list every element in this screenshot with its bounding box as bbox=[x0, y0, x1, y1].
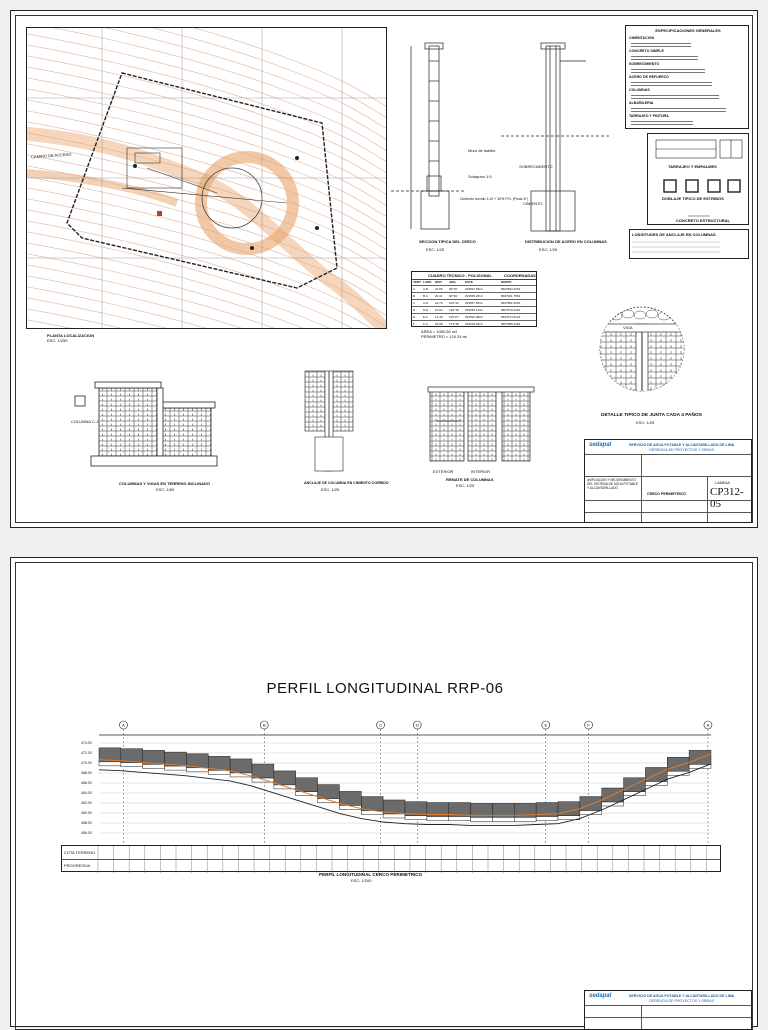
coords-table bbox=[411, 271, 537, 327]
foundation-block bbox=[536, 817, 558, 821]
coords-cell: D-E bbox=[423, 308, 429, 312]
foundation-block bbox=[143, 764, 165, 768]
spec-item: TARRAJEO Y PINTURA bbox=[629, 114, 669, 118]
coords-cell: 293527.5314 bbox=[465, 287, 483, 291]
columns-detail-title: COLUMNAS Y VIGAS EN TERRENO INCLINADO bbox=[119, 481, 210, 486]
coords-cell: 8667874.5124 bbox=[501, 315, 521, 319]
coords-cell: 293535.1234 bbox=[465, 308, 483, 312]
coords-cell: A-B bbox=[423, 287, 429, 291]
spec-line bbox=[631, 98, 719, 99]
profile-title: PERFIL LONGITUDINAL RRP-06 bbox=[266, 680, 504, 697]
y-tick-label: 464.00 bbox=[81, 791, 92, 795]
road-label: CAMINO DE ACCESO bbox=[30, 151, 72, 160]
tb2-header2: GERENCIA DE PROYECTOS Y OBRAS bbox=[649, 999, 714, 1003]
tb1-header2: GERENCIA DE PROYECTOS Y OBRAS bbox=[649, 448, 714, 452]
foundation-block bbox=[645, 781, 667, 785]
station-label: A bbox=[122, 722, 125, 728]
y-tick-label: 472.00 bbox=[81, 751, 92, 755]
profile-data-table bbox=[61, 845, 721, 872]
profile-subtitle-scale: ESC: 1/200 bbox=[351, 878, 372, 883]
coords-cell: 96°15' bbox=[449, 287, 458, 291]
y-tick-label: 468.00 bbox=[81, 771, 92, 775]
coords-cell: 102°44' bbox=[449, 301, 460, 305]
row-label-cota: COTA TERRENO bbox=[64, 850, 96, 855]
anchor-detail-drawing bbox=[301, 367, 361, 477]
wall-panel bbox=[274, 771, 296, 785]
title-block-2 bbox=[584, 990, 752, 1030]
typical-section-drawing bbox=[391, 41, 466, 236]
foundation-block bbox=[514, 817, 536, 821]
wall-panel bbox=[339, 791, 361, 805]
coords-header-cell: ESTE bbox=[465, 280, 473, 284]
coords-cell: 8667901.7584 bbox=[501, 294, 521, 298]
doblaje-title: DOBLAJE TIPICO DE ESTRIBOS bbox=[662, 196, 724, 201]
foundation-block bbox=[602, 802, 624, 806]
anchor-detail-scale: ESC: 1/25 bbox=[321, 487, 340, 492]
sobrecimiento-label: SOBRECIMIENTO bbox=[519, 164, 553, 169]
coords-cell: 293518.4914 bbox=[465, 322, 483, 326]
coords-header-cell: LADO bbox=[423, 280, 432, 284]
coords-cell: 90°39' bbox=[449, 294, 458, 298]
typical-section-scale: ESC: 1/25 bbox=[426, 247, 445, 252]
finish-detail-scale: ESC: 1/25 bbox=[456, 483, 475, 488]
coords-area: AREA = 1050.55 m2 bbox=[421, 329, 458, 334]
coords-cell: 12.48 bbox=[435, 315, 443, 319]
steel-distribution-scale: ESC: 1/25 bbox=[539, 247, 558, 252]
coords-cell: F-A bbox=[423, 322, 428, 326]
coords-cell: 24.70 bbox=[435, 301, 443, 305]
general-specs-box bbox=[625, 25, 749, 129]
spec-line bbox=[631, 121, 693, 122]
coords-cell: D bbox=[413, 308, 416, 312]
spec-line bbox=[631, 111, 726, 112]
concrete-label: Cimiento corrido 1:10 + 30% P.G. (Fmax 6") bbox=[460, 197, 528, 201]
drawing-sheet-1 bbox=[10, 10, 758, 528]
spec-item: SOBRECIMIENTO bbox=[629, 62, 660, 66]
spec-item: ACERO DE REFUERZO bbox=[629, 75, 669, 79]
finish-ext-label: EXTERIOR bbox=[433, 469, 454, 474]
mortar-label: Solaqueo 1:5 bbox=[468, 174, 492, 179]
foundation-block bbox=[427, 817, 449, 821]
typical-section-title: SECCION TIPICA DEL CERCO bbox=[419, 239, 476, 244]
foundation-block bbox=[121, 763, 143, 767]
coords-cell: 8667886.3494 bbox=[501, 322, 521, 326]
spec-line bbox=[631, 95, 719, 96]
anchorage-lengths-box bbox=[629, 229, 749, 259]
coords-cell: 174°38' bbox=[449, 322, 460, 326]
coords-cell: B bbox=[413, 294, 416, 298]
coords-cell: 8667881.5654 bbox=[501, 301, 521, 305]
anchorage-lengths-title: LONGITUDES DE ANCLAJE EN COLUMNAS bbox=[632, 232, 716, 237]
spec-line bbox=[631, 59, 698, 60]
steel-distribution-title: DISTRIBUCION DE ACERO EN COLUMNAS bbox=[525, 239, 607, 244]
site-plan-drawing bbox=[27, 28, 387, 329]
coords-cell: 20.41 bbox=[435, 294, 443, 298]
general-specs-title: ESPECIFICACIONES GENERALES bbox=[655, 28, 721, 33]
drawing-sheet-2 bbox=[10, 557, 758, 1027]
coords-cell: 140°16' bbox=[449, 308, 460, 312]
spec-line bbox=[631, 69, 705, 70]
coords-cell: 115°27' bbox=[449, 315, 459, 319]
spec-item: CONCRETO SIMPLE bbox=[629, 49, 664, 53]
station-label: F bbox=[587, 722, 590, 728]
coords-cell: B-C bbox=[423, 294, 429, 298]
coords-cell: 293557.5614 bbox=[465, 301, 483, 305]
spec-line bbox=[631, 72, 705, 73]
tb1-header1: SERVICIO DE AGUA POTABLE Y ALCANTARILLADO DE LIMA bbox=[629, 443, 735, 447]
tb1-project: AMPLIACION Y MEJORAMIENTO DEL SISTEMA DE AGUA POTABLE Y ALCANTARILLADO bbox=[587, 478, 639, 490]
finish-detail-title: REMATE DE COLUMNAS bbox=[446, 477, 494, 482]
coords-header-cell: ANG. bbox=[449, 280, 457, 284]
spec-line bbox=[631, 108, 726, 109]
title-block-1 bbox=[584, 439, 752, 523]
coords-header-cell: NORTE bbox=[501, 280, 512, 284]
station-label: E bbox=[544, 722, 548, 728]
spec-line bbox=[631, 46, 691, 47]
spec-line bbox=[631, 85, 712, 86]
tarrajeo-title: TARRAJEO Y EMPALMES bbox=[668, 164, 717, 169]
wall-panel bbox=[318, 785, 340, 799]
spec-item: COLUMNAS bbox=[629, 88, 650, 92]
anchor-detail-title: ANCLAJE DE COLUMNA EN CIMIENTO CORRIDO bbox=[304, 481, 389, 485]
wall-panel bbox=[230, 759, 252, 773]
tb1-logo: sedapal bbox=[589, 442, 612, 448]
coords-cell: A bbox=[413, 287, 416, 291]
column-c1-label: COLUMNA C-1 bbox=[71, 419, 99, 424]
station-label: C bbox=[379, 722, 383, 728]
concreto-title: CONCRETO ESTRUCTURAL bbox=[676, 218, 730, 223]
wall-panel bbox=[296, 778, 318, 792]
site-plan-scale: ESC: 1/250 bbox=[47, 338, 68, 343]
wall-panel bbox=[252, 764, 274, 778]
site-plan bbox=[26, 27, 387, 329]
profile-table-ticks bbox=[62, 846, 722, 873]
tb1-sheet-code: CP312-05 bbox=[710, 486, 744, 510]
tarrajeo-drawing bbox=[648, 134, 750, 226]
row-label-progresiva: PROGRESIVA bbox=[64, 863, 91, 868]
cimiento-label: CIMIENTO bbox=[523, 201, 543, 206]
site-plan-title: PLANTA LOCALIZACION bbox=[47, 333, 95, 338]
coords-table-title: CUADRO TECNICO - POLIGONAL bbox=[428, 273, 492, 278]
coords-cell: E bbox=[413, 315, 416, 319]
wall-panel bbox=[558, 802, 580, 816]
coords-cell: E-F bbox=[423, 315, 428, 319]
station-label: B bbox=[262, 722, 266, 728]
coords-cell: C-D bbox=[423, 301, 429, 305]
coords-cell: 293558.2614 bbox=[465, 294, 483, 298]
joint-detail-title: DETALLE TIPICO DE JUNTA CADA 4 PAÑOS bbox=[601, 413, 702, 418]
tb1-plan: CERCO PERIMETRICO bbox=[647, 492, 686, 496]
coords-perimeter: PERIMETRO = 124.34 ml bbox=[421, 334, 467, 339]
tarrajeo-box bbox=[647, 133, 749, 225]
coords-cell: 22.98 bbox=[435, 322, 443, 326]
steel-distribution-drawing bbox=[501, 41, 611, 236]
spec-line bbox=[631, 56, 698, 57]
y-tick-label: 460.00 bbox=[81, 811, 92, 815]
coords-cell: 8667894.3254 bbox=[501, 287, 521, 291]
station-label: D bbox=[415, 722, 419, 728]
coords-cell: 8667870.5464 bbox=[501, 308, 521, 312]
y-tick-label: 474.00 bbox=[81, 741, 92, 745]
finish-detail-drawing bbox=[416, 381, 536, 466]
coords-cell: 31.85 bbox=[435, 287, 443, 291]
joint-beam-label: VIGA bbox=[623, 325, 633, 330]
coords-table-title2: COORDENADAS bbox=[504, 273, 536, 278]
foundation-block bbox=[405, 816, 427, 820]
coords-header-cell: DIST. bbox=[435, 280, 443, 284]
foundation-block bbox=[471, 817, 493, 821]
y-tick-label: 470.00 bbox=[81, 761, 92, 765]
foundation-block bbox=[165, 766, 187, 770]
wall-panel bbox=[689, 750, 711, 764]
tb2-header1: SERVICIO DE AGUA POTABLE Y ALCANTARILLADO DE LIMA bbox=[629, 994, 735, 998]
coords-cell: 10.92 bbox=[435, 308, 443, 312]
foundation-block bbox=[99, 762, 121, 766]
finish-int-label: INTERIOR bbox=[471, 469, 491, 474]
wall-label: Muro de ladrillo bbox=[468, 148, 496, 153]
joint-detail-scale: ESC: 1/25 bbox=[636, 420, 655, 425]
y-tick-label: 458.00 bbox=[81, 821, 92, 825]
y-tick-label: 456.00 bbox=[81, 831, 92, 835]
y-tick-label: 462.00 bbox=[81, 801, 92, 805]
wall-panel bbox=[361, 797, 383, 811]
station-label: A bbox=[706, 722, 710, 728]
tb1-lamina: LAMINA bbox=[715, 480, 730, 485]
foundation-block bbox=[624, 792, 646, 796]
profile-subtitle: PERFIL LONGITUDINAL CERCO PERIMETRICO bbox=[319, 872, 423, 877]
coords-header-cell: VERT bbox=[413, 280, 422, 284]
coords-row bbox=[412, 320, 536, 328]
columns-detail-scale: ESC: 1/50 bbox=[156, 487, 175, 492]
spec-line bbox=[631, 43, 691, 44]
coords-cell: 293526.3824 bbox=[465, 315, 483, 319]
tb2-logo: sedapal bbox=[589, 993, 612, 999]
coords-cell: F bbox=[413, 322, 415, 326]
foundation-block bbox=[449, 817, 471, 821]
spec-line bbox=[631, 82, 712, 83]
anchorage-lengths-lines bbox=[630, 230, 750, 260]
y-tick-label: 466.00 bbox=[81, 781, 92, 785]
wall-panel bbox=[580, 797, 602, 811]
spec-item: ALBAÑILERIA bbox=[629, 101, 654, 105]
wall-panel bbox=[667, 757, 689, 771]
spec-line bbox=[631, 124, 693, 125]
foundation-block bbox=[383, 814, 405, 818]
spec-item: CIMENTACION bbox=[629, 36, 655, 40]
foundation-block bbox=[492, 817, 514, 821]
joint-detail-drawing bbox=[596, 294, 686, 404]
coords-cell: C bbox=[413, 301, 416, 305]
